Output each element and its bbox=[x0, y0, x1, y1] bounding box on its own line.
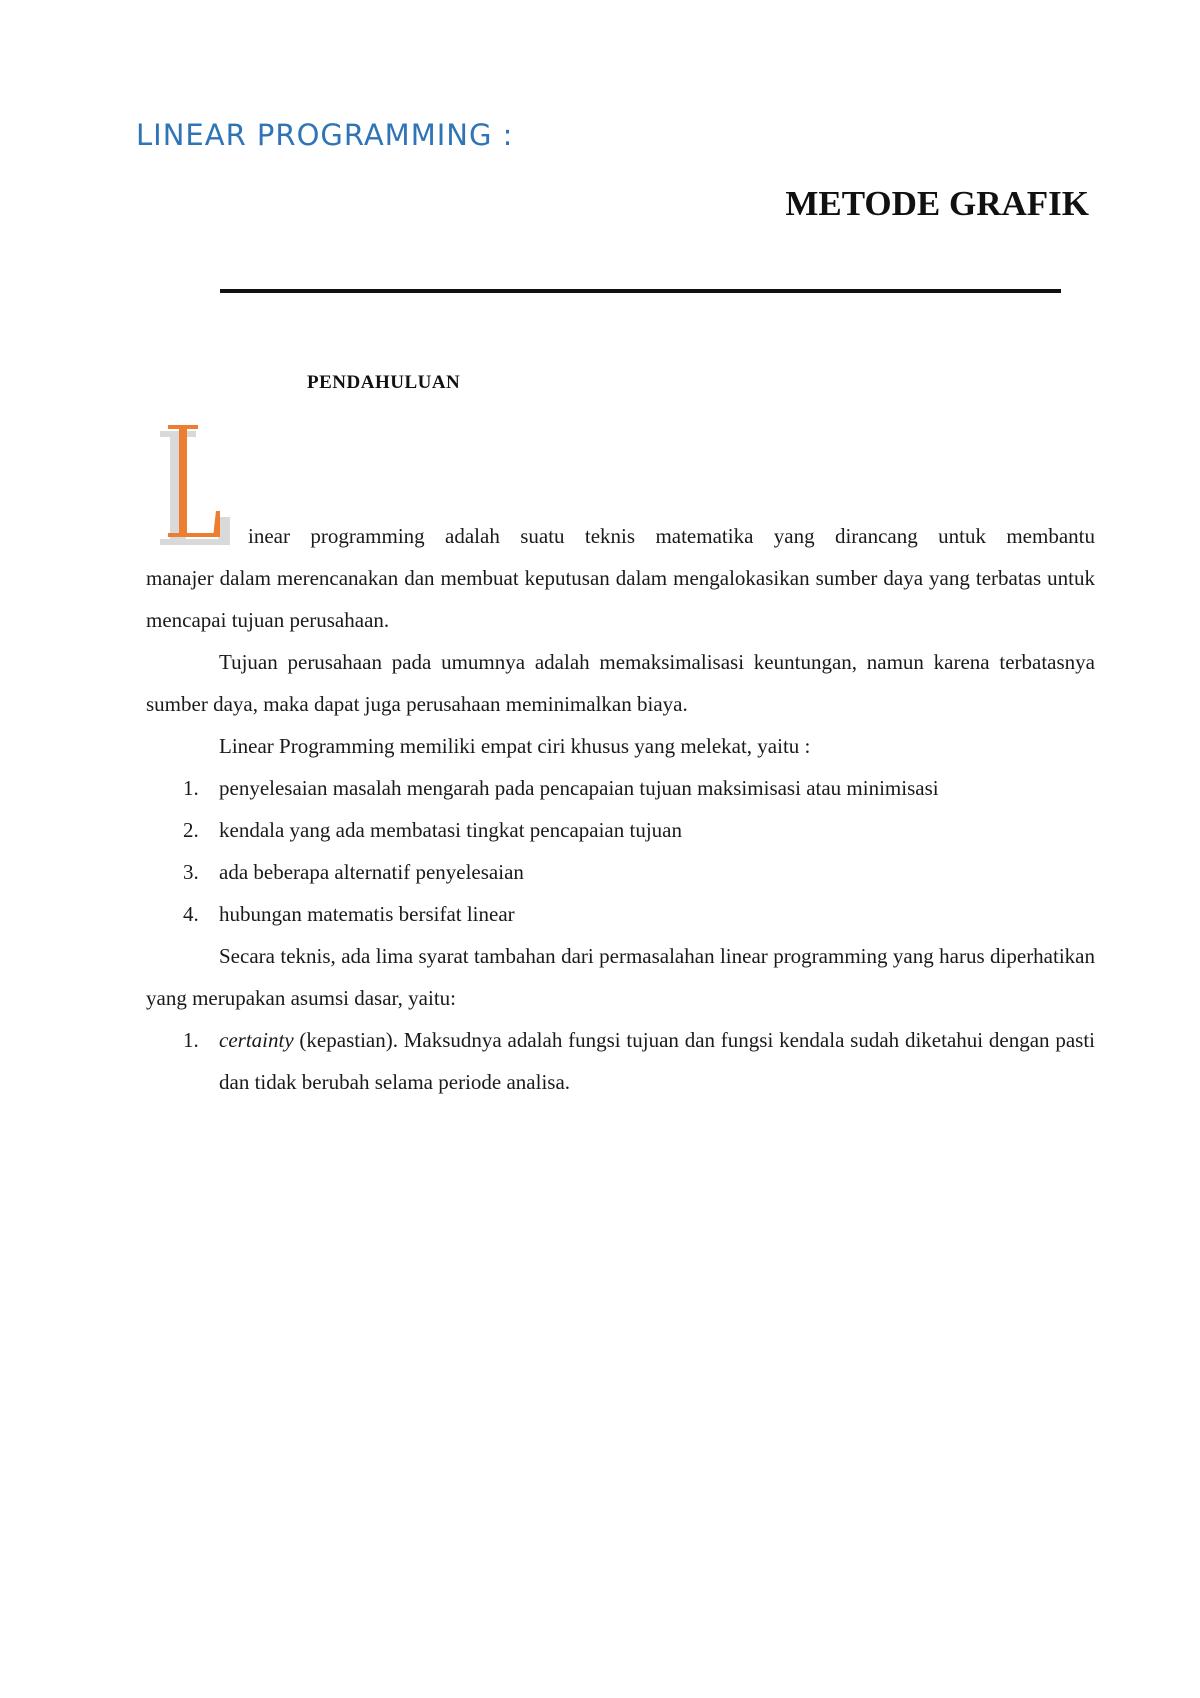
section-heading: PENDAHULUAN bbox=[307, 372, 461, 393]
intro-paragraph bbox=[146, 515, 1095, 641]
characteristics-list bbox=[146, 767, 1095, 935]
list-number: 1. bbox=[183, 776, 199, 800]
paragraph-characteristics-intro: Linear Programming memiliki empat ciri khusus yang melekat, yaitu : bbox=[219, 734, 811, 758]
assumptions-list bbox=[146, 1019, 1095, 1103]
list-item bbox=[146, 851, 1095, 893]
list-item bbox=[146, 767, 1095, 809]
assumption-text: (kepastian). Maksudnya adalah fungsi tujuan dan fungsi kendala sudah diketahui dengan pasti dan tidak berubah selama periode analisa. bbox=[219, 1028, 1095, 1094]
list-item bbox=[146, 893, 1095, 935]
list-text: penyelesaian masalah mengarah pada pencapaian tujuan maksimisasi atau minimisasi bbox=[219, 776, 939, 800]
list-number: 4. bbox=[183, 902, 199, 926]
list-number: 1. bbox=[183, 1028, 199, 1052]
list-number: 2. bbox=[183, 818, 199, 842]
document-subtitle: METODE GRAFIK bbox=[785, 184, 1089, 223]
body-paragraphs bbox=[146, 641, 1095, 767]
intro-first-line: inear programming adalah suatu teknis matematika yang dirancang untuk membantu bbox=[248, 524, 1095, 548]
paragraph-goals: Tujuan perusahaan pada umumnya adalah memaksimalisasi keuntungan, namun karena terbatasnya sumber daya, maka dapat juga perusahaan meminimalkan biaya. bbox=[146, 650, 1095, 716]
paragraph-assumptions-intro: Secara teknis, ada lima syarat tambahan dari permasalahan linear programming yang harus diperhatikan yang merupakan asumsi dasar, yaitu: bbox=[146, 944, 1095, 1010]
list-item bbox=[146, 1019, 1095, 1103]
list-text: kendala yang ada membatasi tingkat pencapaian tujuan bbox=[219, 818, 682, 842]
assumptions-intro bbox=[146, 935, 1095, 1019]
list-text: hubungan matematis bersifat linear bbox=[219, 902, 515, 926]
intro-continuation: manajer dalam merencanakan dan membuat keputusan dalam mengalokasikan sumber daya yang terbatas untuk mencapai tujuan perusahaan. bbox=[146, 566, 1095, 632]
document-title: LINEAR PROGRAMMING : bbox=[136, 118, 514, 152]
list-text: ada beberapa alternatif penyelesaian bbox=[219, 860, 524, 884]
title-divider bbox=[220, 289, 1061, 293]
assumption-term: certainty bbox=[219, 1028, 294, 1052]
list-number: 3. bbox=[183, 860, 199, 884]
list-item bbox=[146, 809, 1095, 851]
